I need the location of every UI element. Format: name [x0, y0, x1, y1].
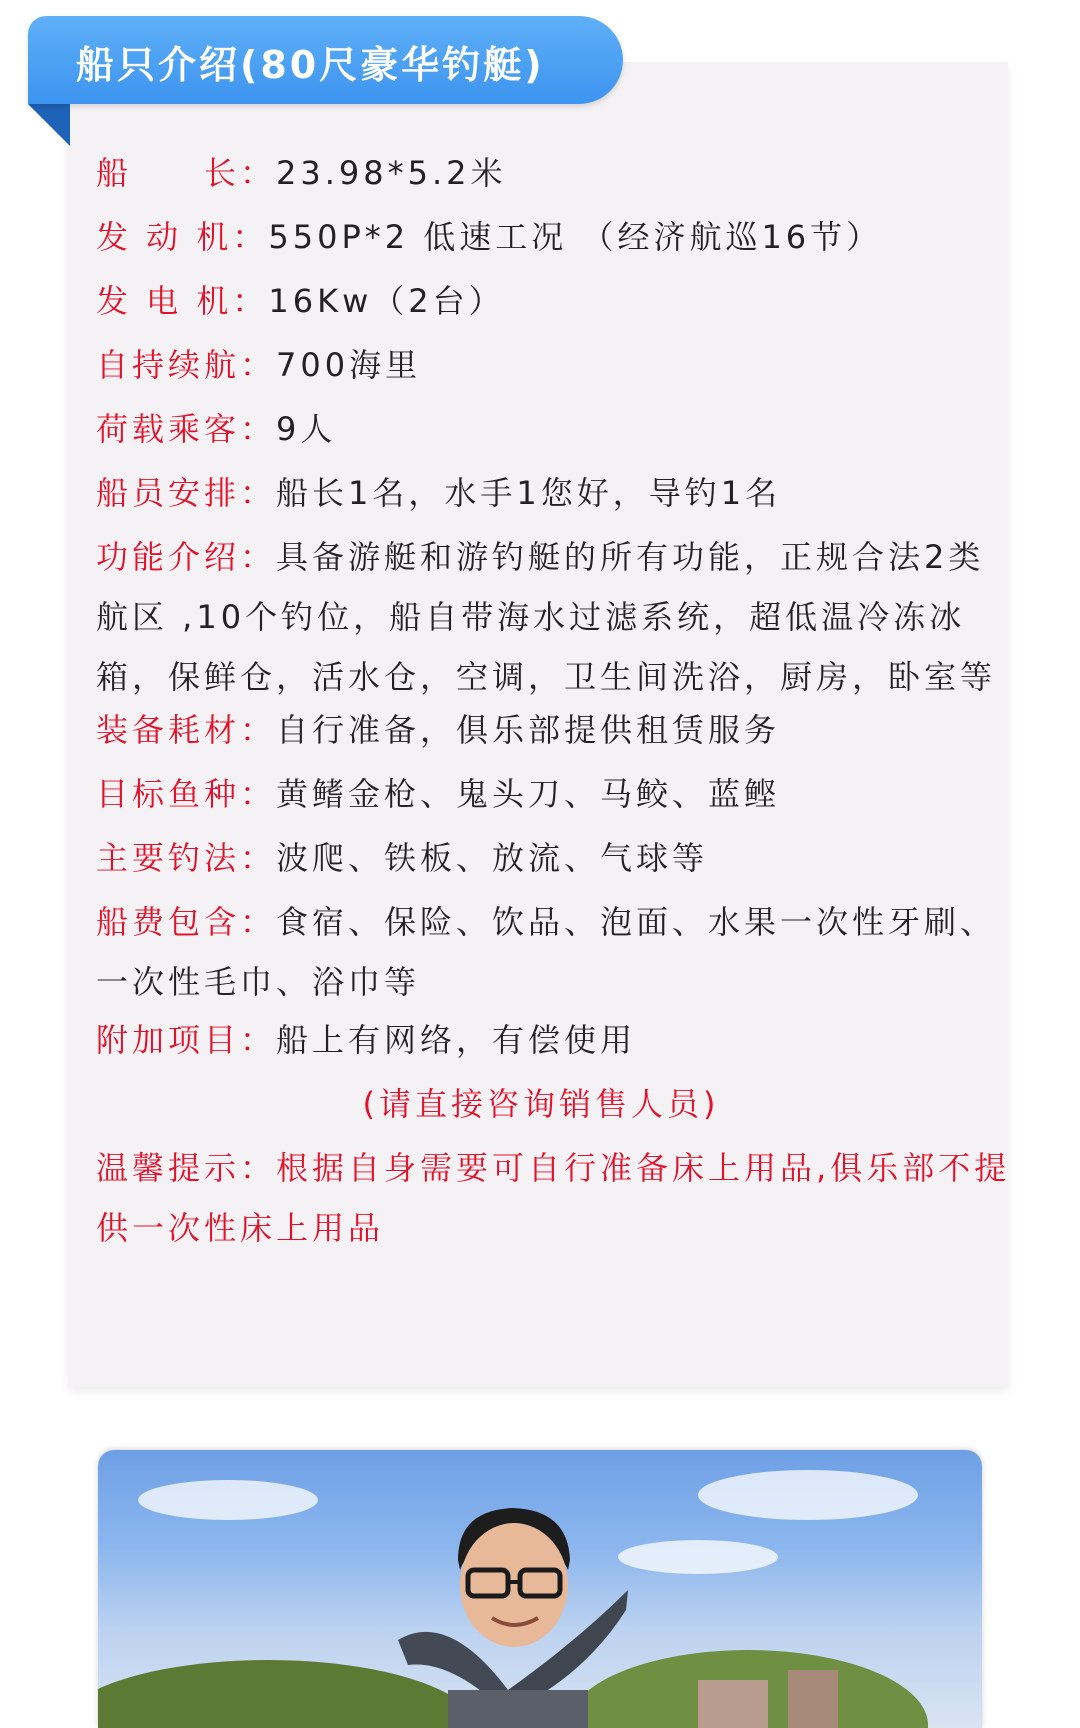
consult-note: (请直接咨询销售人员): [362, 1085, 720, 1123]
spec-value: 食宿、保险、饮品、泡面、水果一次性牙刷、一次性毛巾、浴巾等: [96, 903, 997, 1001]
tip-text: 根据自身需要可自行准备床上用品,俱乐部不提供一次性床上用品: [96, 1149, 1011, 1247]
angler-photo: [98, 1450, 982, 1728]
tip-label: 温馨提示：: [96, 1149, 277, 1187]
spec-row-included: [96, 892, 1011, 1012]
spec-value: 700海里: [276, 346, 422, 384]
spec-row-equipment: [96, 700, 1011, 760]
tip-row: [96, 1138, 1011, 1258]
spec-row-crew: [96, 463, 1011, 523]
spec-label: 船 长：: [96, 154, 277, 192]
spec-label: 船费包含：: [96, 903, 277, 941]
spec-label: 发 电 机：: [96, 282, 269, 320]
spec-row-range: [96, 335, 1011, 395]
spec-label: 荷载乘客：: [96, 410, 277, 448]
spec-value: 船上有网络，有偿使用: [276, 1021, 637, 1059]
spec-value: 自行准备，俱乐部提供租赁服务: [276, 711, 781, 749]
spec-row-target-fish: [96, 764, 1011, 824]
spec-value: 550P*2 低速工况 （经济航巡16节）: [268, 218, 883, 256]
spec-label: 船员安排：: [96, 474, 277, 512]
spec-value: 9人: [276, 410, 337, 448]
spec-row-engine: [96, 207, 1011, 267]
spec-row-extras: [96, 1010, 1011, 1070]
spec-value: 具备游艇和游钓艇的所有功能，正规合法2类航区 ,10个钓位，船自带海水过滤系统，超低温冷冻冰箱，保鲜仓，活水仓，空调，卫生间洗浴，厨房，卧室等: [96, 538, 997, 696]
spec-value: 黄鳍金枪、鬼头刀、马鲛、蓝鲣: [276, 775, 781, 813]
spec-label: 附加项目：: [96, 1021, 277, 1059]
person-with-fish: [388, 1490, 638, 1728]
spec-value: 16Kw（2台）: [268, 282, 505, 320]
spec-row-length: [96, 143, 1011, 203]
spec-label: 主要钓法：: [96, 839, 277, 877]
spec-value: 23.98*5.2米: [276, 154, 507, 192]
building: [698, 1680, 768, 1728]
spec-value: 船长1名，水手1您好，导钓1名: [276, 474, 782, 512]
banner-fold-decoration: [28, 104, 70, 146]
spec-row-features: [96, 527, 1011, 707]
spec-value: 波爬、铁板、放流、气球等: [276, 839, 709, 877]
cloud: [618, 1540, 778, 1574]
cloud: [138, 1480, 318, 1520]
spec-row-generator: [96, 271, 1011, 331]
title-banner: [28, 16, 623, 104]
spec-label: 目标鱼种：: [96, 775, 277, 813]
spec-label: 自持续航：: [96, 346, 277, 384]
spec-row-passengers: [96, 399, 1011, 459]
spec-label: 装备耗材：: [96, 711, 277, 749]
building: [788, 1670, 838, 1728]
banner-title: 船只介绍(80尺豪华钓艇): [76, 43, 545, 87]
spec-label: 发 动 机：: [96, 218, 269, 256]
spec-row-methods: [96, 828, 1011, 888]
cloud: [698, 1470, 918, 1520]
spec-label: 功能介绍：: [96, 538, 277, 576]
